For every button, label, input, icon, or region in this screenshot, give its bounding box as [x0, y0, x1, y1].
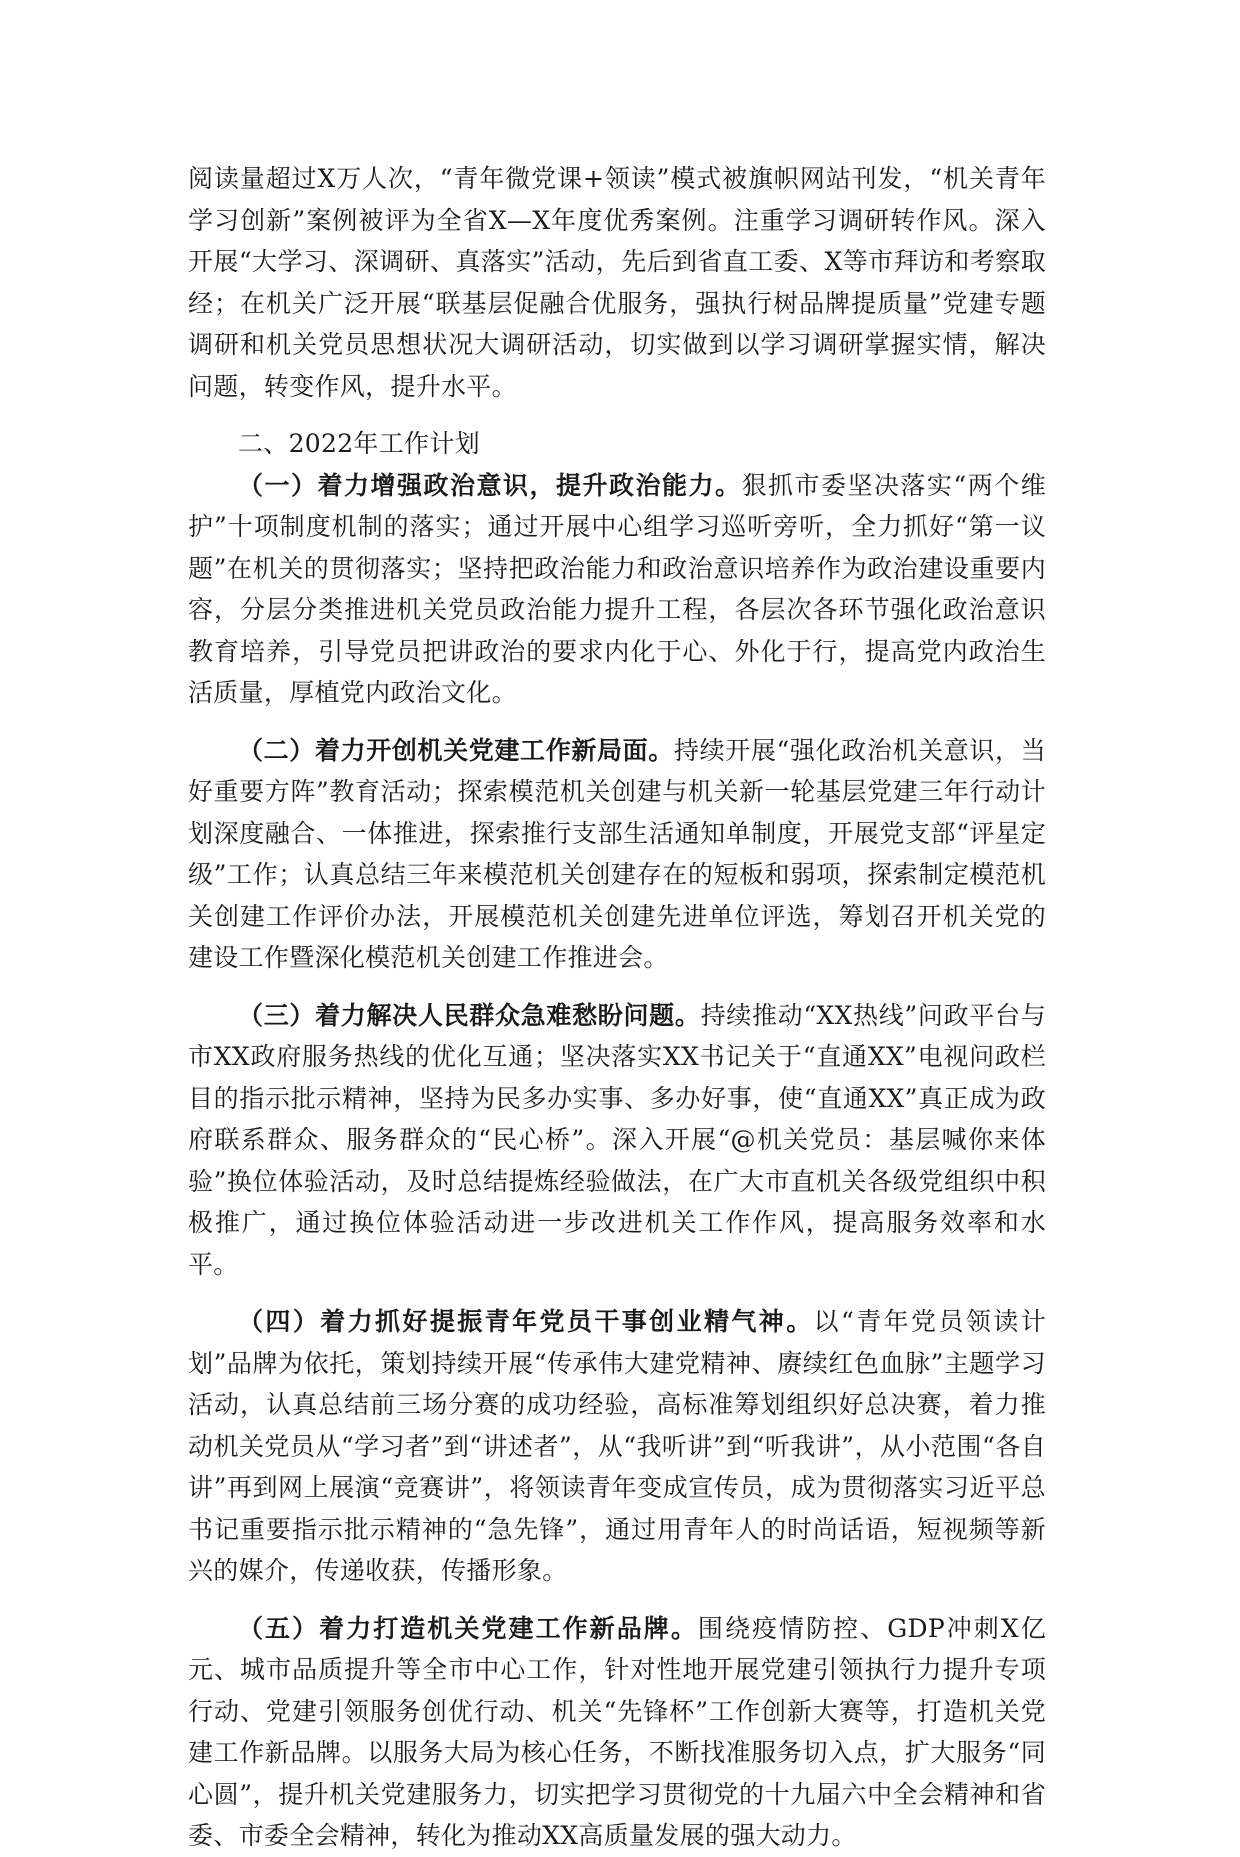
plan-item-5 — [188, 1608, 1046, 1857]
section-heading: 二、2022年工作计划 — [238, 429, 480, 458]
plan-item-3 — [188, 995, 1046, 1286]
plan-item-3-lead: （三）着力解决人民群众急难愁盼问题。 — [238, 1000, 701, 1030]
plan-item-4-lead: （四）着力抓好提振青年党员干事创业精气神。 — [238, 1307, 814, 1336]
plan-item-2-body: 持续开展“强化政治机关意识，当好重要方阵”教育活动；探索模范机关创建与机关新一轮基层党建三年行动计划深度融合、一体推进，探索推行支部生活通知单制度，开展党支部“评星定级”工作；认真总结三年来模范机关创建存在的短板和弱项，探索制定模范机关创建工作评价办法，开展模范机关创建先进单位评选，筹划召开机关党的建设工作暨深化模范机关创建工作推进会。 — [188, 735, 1046, 972]
plan-item-3-body: 持续推动“XX热线”问政平台与市XX政府服务热线的优化互通；坚决落实XX书记关于“直通XX”电视问政栏目的指示批示精神，坚持为民多办实事、多办好事，使“直通XX”真正成为政府联系群众、服务群众的“民心桥”。深入开展“@机关党员：基层喊你来体验”换位体验活动，及时总结提炼经验做法，在广大市直机关各级党组织中积极推广，通过换位体验活动进一步改进机关工作作风，提高服务效率和水平。 — [188, 1000, 1046, 1279]
plan-item-2 — [188, 730, 1046, 979]
plan-item-1 — [188, 465, 1046, 714]
plan-item-1-body: 狠抓市委坚决落实“两个维护”十项制度机制的落实；通过开展中心组学习巡听旁听，全力抓好“第一议题”在机关的贯彻落实；坚持把政治能力和政治意识培养作为政治建设重要内容，分层分类推进机关党员政治能力提升工程，各层次各环节强化政治意识教育培养，引导党员把讲政治的要求内化于心、外化于行，提高党内政治生活质量，厚植党内政治文化。 — [188, 470, 1047, 707]
plan-item-4-body: 以“青年党员领读计划”品牌为依托，策划持续开展“传承伟大建党精神、赓续红色血脉”主题学习活动，认真总结前三场分赛的成功经验，高标准筹划组织好总决赛，着力推动机关党员从“学习者”到“讲述者”，从“我听讲”到“听我讲”，从小范围“各自讲”再到网上展演“竞赛讲”，将领读青年变成宣传员，成为贯彻落实习近平总书记重要指示批示精神的“急先锋”，通过用青年人的时尚话语，短视频等新兴的媒介，传递收获，传播形象。 — [188, 1307, 1046, 1585]
plan-item-5-lead: （五）着力打造机关党建工作新品牌。 — [238, 1613, 698, 1643]
plan-item-2-lead: （二）着力开创机关党建工作新局面。 — [238, 735, 674, 765]
plan-item-4 — [188, 1301, 1046, 1592]
plan-item-1-lead: （一）着力增强政治意识，提升政治能力。 — [238, 470, 742, 500]
plan-item-5-body: 围绕疫情防控、GDP冲刺X亿元、城市品质提升等全市中心工作，针对性地开展党建引领执行力提升专项行动、党建引领服务创优行动、机关“先锋杯”工作创新大赛等，打造机关党建工作新品牌。以服务大局为核心任务，不断找准服务切入点，扩大服务“同心圆”，提升机关党建服务力，切实把学习贯彻党的十九届六中全会精神和省委、市委全会精神，转化为推动XX高质量发展的强大动力。 — [188, 1613, 1046, 1850]
document-page — [188, 158, 1046, 1857]
intro-paragraph: 阅读量超过X万人次，“青年微党课+领读”模式被旗帜网站刊发，“机关青年学习创新”案例被评为全省X—X年度优秀案例。注重学习调研转作风。深入开展“大学习、深调研、真落实”活动，先后到省直工委、X等市拜访和考察取经；在机关广泛开展“联基层促融合优服务，强执行树品牌提质量”党建专题调研和机关党员思想状况大调研活动，切实做到以学习调研掌握实情，解决问题，转变作风，提升水平。 — [188, 164, 1046, 401]
